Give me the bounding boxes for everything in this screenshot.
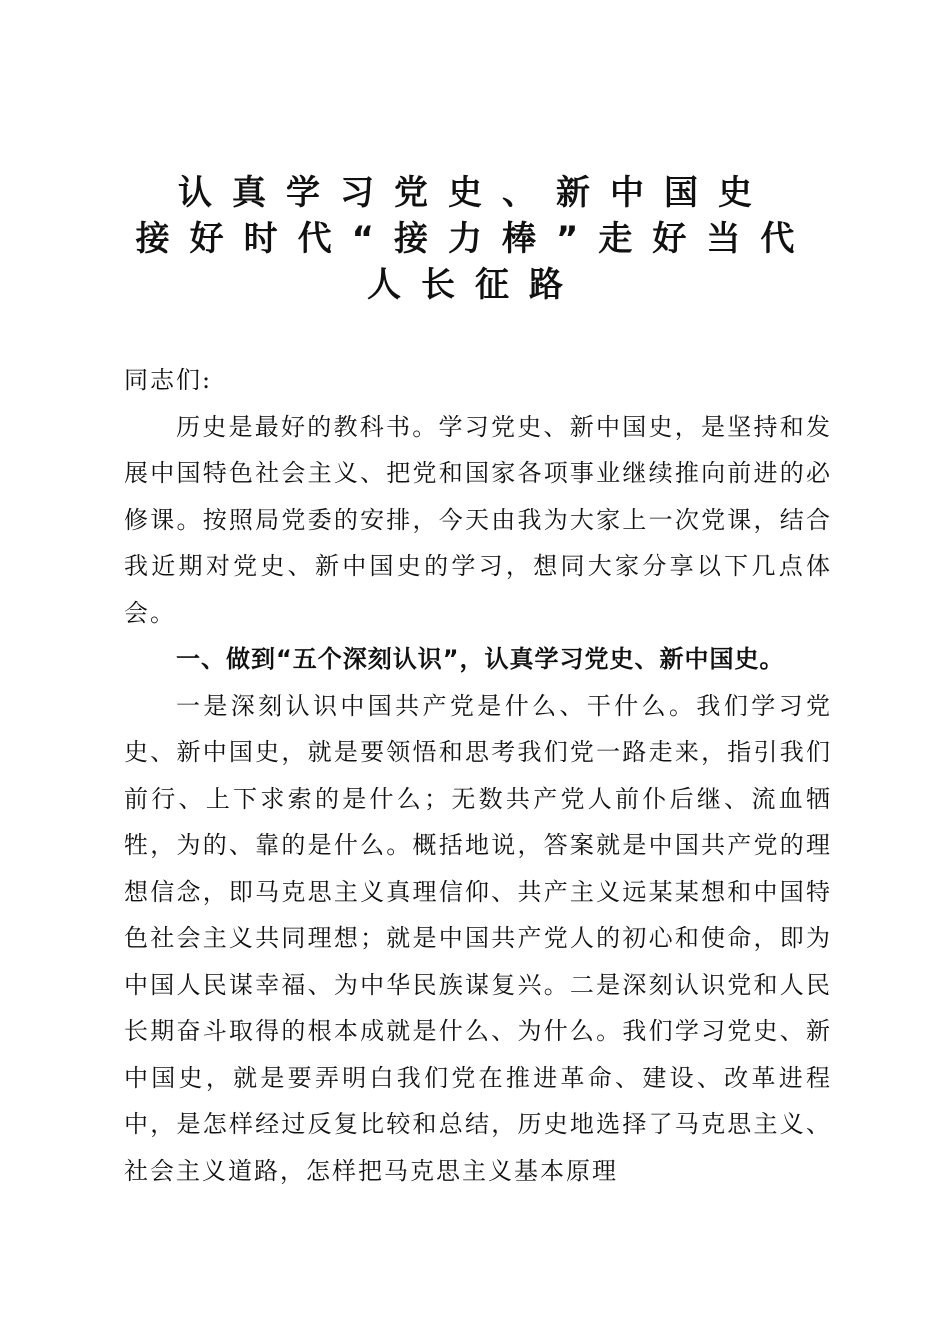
title-line-3: 人长征路	[367, 265, 583, 305]
section-heading: 一、做到“五个深刻认识”，认真学习党史、新中国史。	[176, 645, 785, 673]
title-line-1: 认真学习党史、新中国史	[178, 173, 772, 213]
salutation: 同志们:	[124, 366, 213, 394]
title-line-2: 接好时代“接力棒”走好当代	[135, 219, 815, 259]
intro-paragraph: 历史是最好的教科书。学习党史、新中国史，是坚持和发展中国特色社会主义、把党和国家各项事业继续推向前进的必修课。按照局党委的安排，今天由我为大家上一次党课，结合我近期对党史、新中国史的学习，想同大家分享以下几点体会。	[124, 412, 832, 627]
document-body	[124, 357, 832, 1194]
document-title	[100, 170, 850, 308]
section-paragraph: 一是深刻认识中国共产党是什么、干什么。我们学习党史、新中国史，就是要领悟和思考我们党一路走来，指引我们前行、上下求索的是什么；无数共产党人前仆后继、流血牺牲，为的、靠的是什么。概括地说，答案就是中国共产党的理想信念，即马克思主义真理信仰、共产主义远某某想和中国特色社会主义共同理想；就是中国共产党人的初心和使命，即为中国人民谋幸福、为中华民族谋复兴。二是深刻认识党和人民长期奋斗取得的根本成就是什么、为什么。我们学习党史、新中国史，就是要弄明白我们党在推进革命、建设、改革进程中，是怎样经过反复比较和总结，历史地选择了马克思主义、社会主义道路，怎样把马克思主义基本原理	[124, 691, 832, 1185]
